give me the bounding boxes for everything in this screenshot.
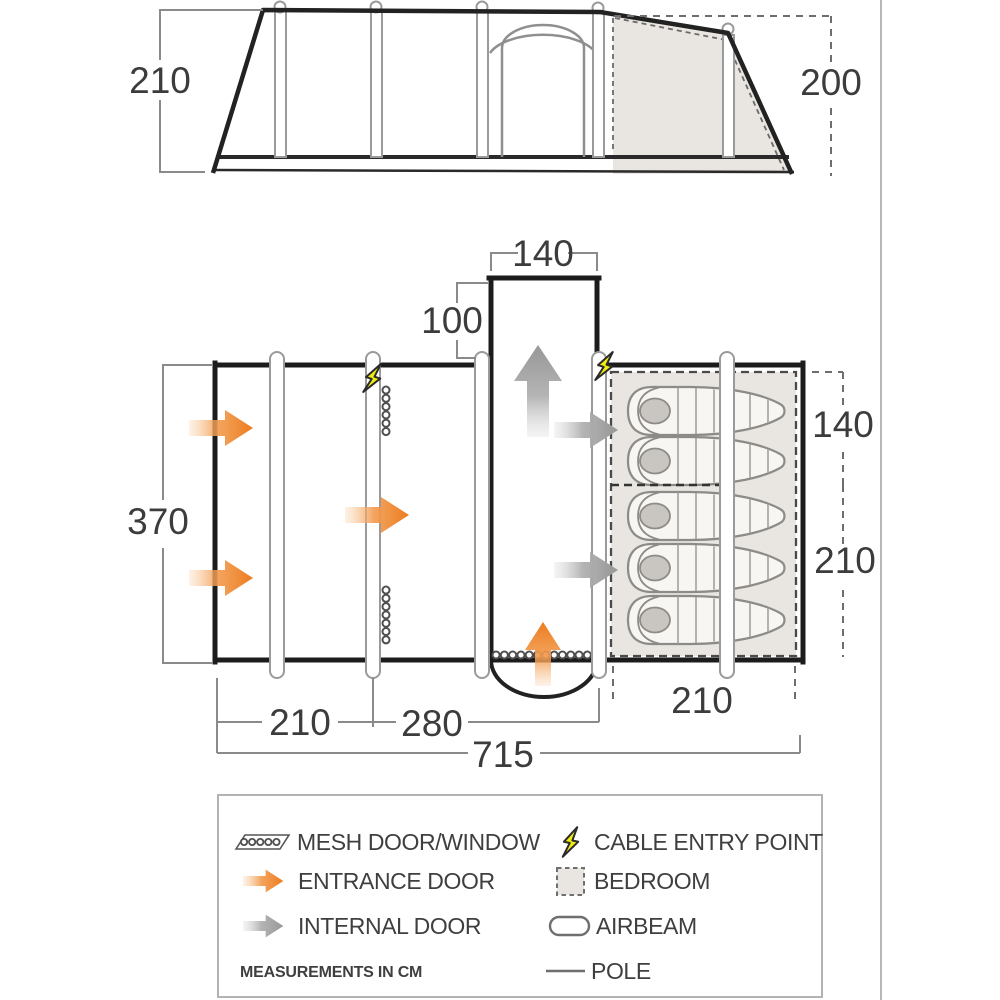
dim-bedroom-width [613, 666, 795, 721]
dim-label-370: 370 [127, 501, 189, 542]
dim-label-210-front: 210 [269, 702, 331, 743]
legend-label-pole: POLE [591, 958, 651, 984]
legend-label-cable: CABLE ENTRY POINT [594, 829, 823, 855]
dim-label-210-bedroom-width: 210 [671, 680, 733, 721]
sleeping-bags [628, 387, 785, 644]
legend-label-airbeam: AIRBEAM [596, 913, 697, 939]
side-pole-3 [477, 12, 488, 157]
dim-label-715: 715 [472, 734, 534, 775]
plan-airbeam-4 [592, 352, 606, 678]
dim-label-280: 280 [401, 703, 463, 744]
dim-label-210-side: 210 [129, 60, 191, 101]
dim-bedroom-section-top [812, 372, 874, 485]
legend-note-measurements: MEASUREMENTS IN CM [240, 964, 423, 981]
floor-plan-view [127, 233, 876, 775]
plan-airbeam-5 [720, 352, 734, 678]
side-inner-tent-shading [613, 16, 792, 174]
dim-label-140-porch: 140 [512, 233, 574, 274]
side-elevation-view [129, 2, 862, 177]
dim-porch-width [491, 233, 597, 274]
dim-side-height-left [129, 10, 263, 172]
side-pole-4 [593, 13, 604, 157]
internal-arrow-bedroom-top [554, 412, 618, 448]
legend-label-mesh: MESH DOOR/WINDOW [297, 829, 540, 855]
plan-airbeam-1 [270, 352, 284, 678]
dim-label-140-bedroom: 140 [812, 404, 874, 445]
plan-airbeam-3 [475, 352, 489, 678]
dim-front-section [217, 678, 373, 753]
legend-label-entrance: ENTRANCE DOOR [298, 868, 495, 894]
dim-label-210-bedroom-depth: 210 [814, 540, 876, 581]
dim-bedroom-section-bottom [814, 485, 876, 657]
side-pole-1 [275, 11, 286, 157]
side-door-arch [490, 25, 596, 157]
entrance-arrow-left-top [189, 410, 253, 446]
legend [218, 795, 823, 997]
door-arch-inner [502, 25, 584, 157]
dim-label-200-side: 200 [800, 62, 862, 103]
bedroom-icon [557, 868, 584, 895]
entrance-arrow-left-bottom [189, 560, 253, 596]
dim-porch-depth [421, 283, 488, 358]
side-pole-5 [723, 35, 734, 157]
legend-label-internal: INTERNAL DOOR [298, 913, 482, 939]
dim-label-100-porch: 100 [421, 300, 483, 341]
legend-label-bedroom: BEDROOM [594, 868, 711, 894]
internal-arrow-bedroom-bottom [554, 552, 618, 588]
side-pole-2 [371, 11, 382, 157]
dim-interior-depth [127, 365, 212, 663]
